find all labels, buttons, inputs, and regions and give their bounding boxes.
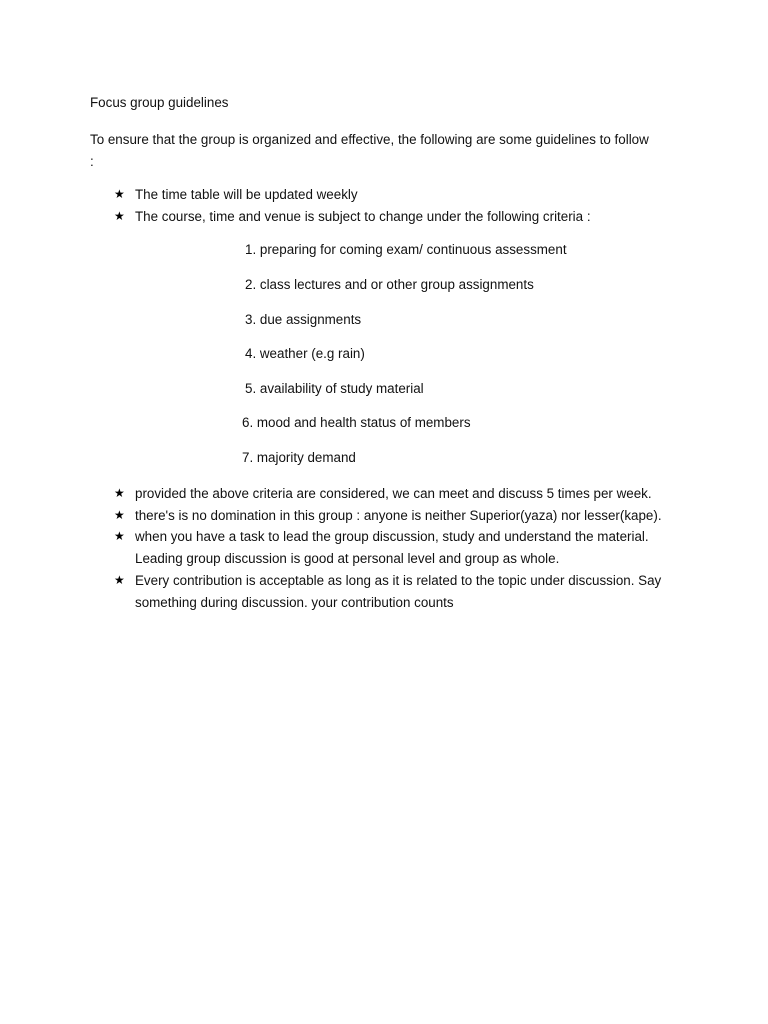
- criteria-item: 2. class lectures and or other group assignments: [245, 277, 534, 292]
- criteria-item: 4. weather (e.g rain): [245, 346, 365, 361]
- guideline-text: when you have a task to lead the group discussion, study and understand the material. Leading group discussion is good at personal level and group as whole.: [135, 529, 649, 567]
- star-bullet-icon: ★: [114, 187, 125, 201]
- guideline-item: [0, 505, 680, 527]
- star-bullet-icon: ★: [114, 507, 125, 522]
- guideline-item: [0, 206, 680, 228]
- star-bullet-icon: ★: [114, 486, 125, 500]
- star-bullet-icon: ★: [114, 529, 125, 544]
- guideline-text: provided the above criteria are considered, we can meet and discuss 5 times per week.: [135, 486, 652, 501]
- guideline-text: The course, time and venue is subject to change under the following criteria :: [135, 208, 591, 224]
- criteria-item: 7. majority demand: [242, 450, 356, 465]
- guideline-item: [0, 184, 680, 206]
- guideline-list-bottom: [0, 483, 768, 613]
- guideline-item: [0, 526, 680, 569]
- criteria-item: 6. mood and health status of members: [242, 415, 471, 430]
- criteria-item: 3. due assignments: [245, 312, 362, 327]
- guideline-item: [0, 570, 680, 613]
- guideline-text: there's is no domination in this group : anyone is neither Superior(yaza) nor lesser(kape).: [135, 507, 662, 523]
- guideline-text: Every contribution is acceptable as long as it is related to the topic under discussion. Say something during discussion. your contribution counts: [135, 572, 662, 610]
- guideline-text: The time table will be updated weekly: [135, 187, 358, 202]
- document-title: Focus group guidelines: [90, 95, 229, 110]
- criteria-item: 5. availability of study material: [245, 381, 424, 396]
- guideline-list-top: [0, 184, 768, 227]
- guideline-item: [0, 483, 680, 505]
- star-bullet-icon: ★: [114, 208, 125, 223]
- star-bullet-icon: ★: [114, 572, 125, 587]
- criteria-item: 1. preparing for coming exam/ continuous assessment: [245, 242, 567, 257]
- intro-paragraph: To ensure that the group is organized and effective, the following are some guidelines to follow :: [90, 132, 649, 169]
